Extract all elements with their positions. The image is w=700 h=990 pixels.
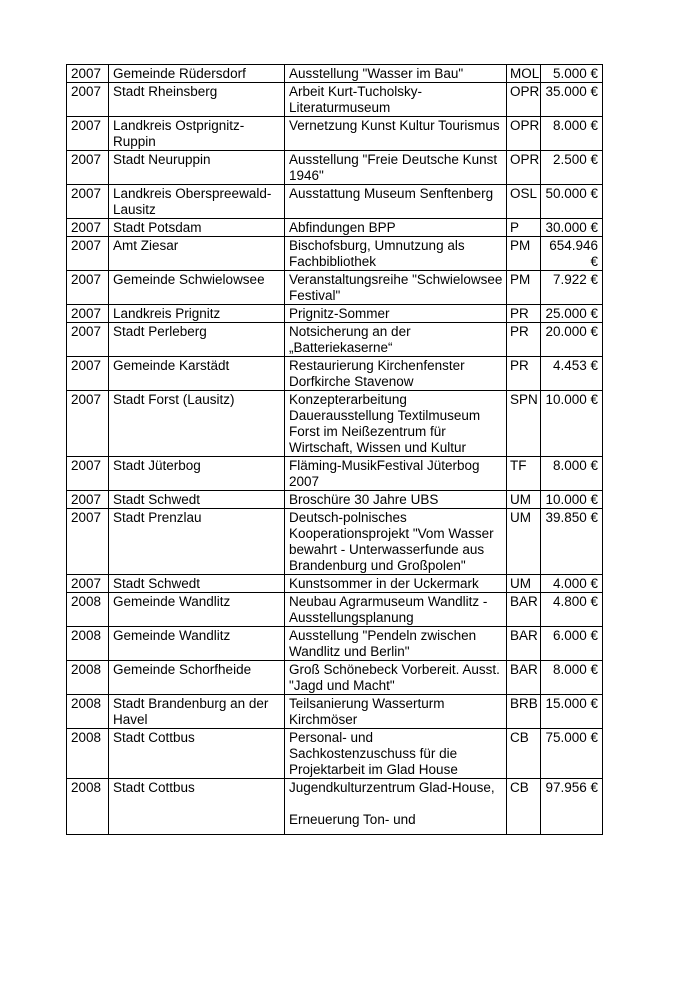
project-cell: Kunstsommer in der Uckermark: [285, 575, 507, 593]
recipient-cell: Gemeinde Schorfheide: [109, 661, 285, 695]
recipient-cell: Gemeinde Wandlitz: [109, 627, 285, 661]
recipient-cell: Landkreis Oberspreewald-Lausitz: [109, 185, 285, 219]
project-cell: Ausstellung "Freie Deutsche Kunst 1946": [285, 151, 507, 185]
recipient-cell: Stadt Potsdam: [109, 219, 285, 237]
amount-cell: 8.000 €: [541, 661, 603, 695]
project-text: Jugendkulturzentrum Glad-House,: [289, 780, 495, 795]
funding-table: [66, 64, 603, 835]
year-cell: 2008: [67, 695, 109, 729]
year-cell: 2007: [67, 83, 109, 117]
district-cell: PR: [507, 305, 541, 323]
year-cell: 2007: [67, 457, 109, 491]
district-cell: MOL: [507, 65, 541, 83]
table-row: [67, 219, 603, 237]
year-cell: 2007: [67, 357, 109, 391]
table-row: [67, 83, 603, 117]
district-cell: UM: [507, 491, 541, 509]
project-cell: Fläming-MusikFestival Jüterbog 2007: [285, 457, 507, 491]
amount-cell: 4.800 €: [541, 593, 603, 627]
amount-cell: 30.000 €: [541, 219, 603, 237]
table-row: [67, 661, 603, 695]
project-cell: Personal- und Sachkostenzuschuss für die Projektarbeit im Glad House: [285, 729, 507, 779]
district-cell: SPN: [507, 391, 541, 457]
recipient-cell: Landkreis Ostprignitz-Ruppin: [109, 117, 285, 151]
recipient-cell: Gemeinde Rüdersdorf: [109, 65, 285, 83]
project-cell: Ausstellung "Wasser im Bau": [285, 65, 507, 83]
project-cell: Vernetzung Kunst Kultur Tourismus: [285, 117, 507, 151]
district-cell: UM: [507, 575, 541, 593]
amount-cell: 5.000 €: [541, 65, 603, 83]
district-cell: UM: [507, 509, 541, 575]
district-cell: OSL: [507, 185, 541, 219]
year-cell: 2008: [67, 729, 109, 779]
table-row: [67, 117, 603, 151]
table-row: [67, 627, 603, 661]
table-row: [67, 491, 603, 509]
recipient-cell: Stadt Brandenburg an der Havel: [109, 695, 285, 729]
table-row: [67, 305, 603, 323]
year-cell: 2008: [67, 661, 109, 695]
recipient-cell: Stadt Jüterbog: [109, 457, 285, 491]
project-cell: Abfindungen BPP: [285, 219, 507, 237]
amount-cell: 2.500 €: [541, 151, 603, 185]
recipient-cell: Gemeinde Wandlitz: [109, 593, 285, 627]
district-cell: OPR: [507, 83, 541, 117]
recipient-cell: Amt Ziesar: [109, 237, 285, 271]
district-cell: CB: [507, 729, 541, 779]
amount-cell: 15.000 €: [541, 695, 603, 729]
year-cell: 2007: [67, 219, 109, 237]
amount-cell: 8.000 €: [541, 117, 603, 151]
year-cell: 2007: [67, 305, 109, 323]
recipient-cell: Stadt Forst (Lausitz): [109, 391, 285, 457]
amount-cell: 25.000 €: [541, 305, 603, 323]
table-row: [67, 185, 603, 219]
district-cell: BRB: [507, 695, 541, 729]
district-cell: BAR: [507, 593, 541, 627]
recipient-cell: Stadt Rheinsberg: [109, 83, 285, 117]
table-row: [67, 593, 603, 627]
amount-cell: 39.850 €: [541, 509, 603, 575]
year-cell: 2008: [67, 593, 109, 627]
year-cell: 2007: [67, 323, 109, 357]
year-cell: 2008: [67, 779, 109, 835]
project-cell: Prignitz-Sommer: [285, 305, 507, 323]
project-cell: Veranstaltungsreihe "Schwielowsee Festival": [285, 271, 507, 305]
amount-cell: 10.000 €: [541, 391, 603, 457]
district-cell: CB: [507, 779, 541, 835]
project-cell: Ausstattung Museum Senftenberg: [285, 185, 507, 219]
year-cell: 2007: [67, 151, 109, 185]
amount-cell: 4.000 €: [541, 575, 603, 593]
district-cell: OPR: [507, 117, 541, 151]
amount-cell: 50.000 €: [541, 185, 603, 219]
district-cell: OPR: [507, 151, 541, 185]
amount-cell: 654.946 €: [541, 237, 603, 271]
table-row: [67, 323, 603, 357]
amount-cell: 10.000 €: [541, 491, 603, 509]
project-cell: Deutsch-polnisches Kooperationsprojekt "Vom Wasser bewahrt - Unterwasserfunde aus Brandenburg und Großpolen": [285, 509, 507, 575]
project-cell: Teilsanierung Wasserturm Kirchmöser: [285, 695, 507, 729]
project-cell: Konzepterarbeitung Dauerausstellung Textilmuseum Forst im Neißezentrum für Wirtschaft, Wissen und Kultur: [285, 391, 507, 457]
amount-cell: 4.453 €: [541, 357, 603, 391]
project-cell: Bischofsburg, Umnutzung als Fachbibliothek: [285, 237, 507, 271]
district-cell: BAR: [507, 627, 541, 661]
project-cell: Groß Schönebeck Vorbereit. Ausst. "Jagd und Macht": [285, 661, 507, 695]
recipient-cell: Stadt Perleberg: [109, 323, 285, 357]
year-cell: 2007: [67, 237, 109, 271]
year-cell: 2007: [67, 185, 109, 219]
project-cell: Neubau Agrarmuseum Wandlitz - Ausstellungsplanung: [285, 593, 507, 627]
project-cell: Broschüre 30 Jahre UBS: [285, 491, 507, 509]
amount-cell: 75.000 €: [541, 729, 603, 779]
year-cell: 2007: [67, 391, 109, 457]
table-row: [67, 237, 603, 271]
year-cell: 2008: [67, 627, 109, 661]
recipient-cell: Stadt Schwedt: [109, 575, 285, 593]
project-cell: Ausstellung "Pendeln zwischen Wandlitz und Berlin": [285, 627, 507, 661]
table-row: [67, 575, 603, 593]
table-row: [67, 271, 603, 305]
amount-cell: 35.000 €: [541, 83, 603, 117]
recipient-cell: Gemeinde Karstädt: [109, 357, 285, 391]
project-cell: Restaurierung Kirchenfenster Dorfkirche Stavenow: [285, 357, 507, 391]
district-cell: TF: [507, 457, 541, 491]
table-row: [67, 457, 603, 491]
recipient-cell: Stadt Cottbus: [109, 729, 285, 779]
recipient-cell: Stadt Cottbus: [109, 779, 285, 835]
recipient-cell: Landkreis Prignitz: [109, 305, 285, 323]
project-cell: Arbeit Kurt-Tucholsky-Literaturmuseum: [285, 83, 507, 117]
project-cell: Notsicherung an der „Batteriekaserne“: [285, 323, 507, 357]
district-cell: P: [507, 219, 541, 237]
table-row: [67, 779, 603, 835]
district-cell: BAR: [507, 661, 541, 695]
table-row: [67, 151, 603, 185]
table-row: [67, 391, 603, 457]
district-cell: PM: [507, 271, 541, 305]
table-row: [67, 65, 603, 83]
recipient-cell: Gemeinde Schwielowsee: [109, 271, 285, 305]
year-cell: 2007: [67, 575, 109, 593]
year-cell: 2007: [67, 509, 109, 575]
amount-cell: 97.956 €: [541, 779, 603, 835]
table-row: [67, 509, 603, 575]
district-cell: PR: [507, 323, 541, 357]
amount-cell: 7.922 €: [541, 271, 603, 305]
recipient-cell: Stadt Schwedt: [109, 491, 285, 509]
year-cell: 2007: [67, 491, 109, 509]
district-cell: PM: [507, 237, 541, 271]
year-cell: 2007: [67, 271, 109, 305]
recipient-cell: Stadt Prenzlau: [109, 509, 285, 575]
table-row: [67, 729, 603, 779]
table-row: [67, 695, 603, 729]
amount-cell: 20.000 €: [541, 323, 603, 357]
amount-cell: 8.000 €: [541, 457, 603, 491]
year-cell: 2007: [67, 117, 109, 151]
recipient-cell: Stadt Neuruppin: [109, 151, 285, 185]
funding-table-body: [67, 65, 603, 835]
amount-cell: 6.000 €: [541, 627, 603, 661]
table-row: [67, 357, 603, 391]
project-text-continued: Erneuerung Ton- und: [289, 812, 416, 827]
year-cell: 2007: [67, 65, 109, 83]
district-cell: PR: [507, 357, 541, 391]
project-cell: [285, 779, 507, 835]
